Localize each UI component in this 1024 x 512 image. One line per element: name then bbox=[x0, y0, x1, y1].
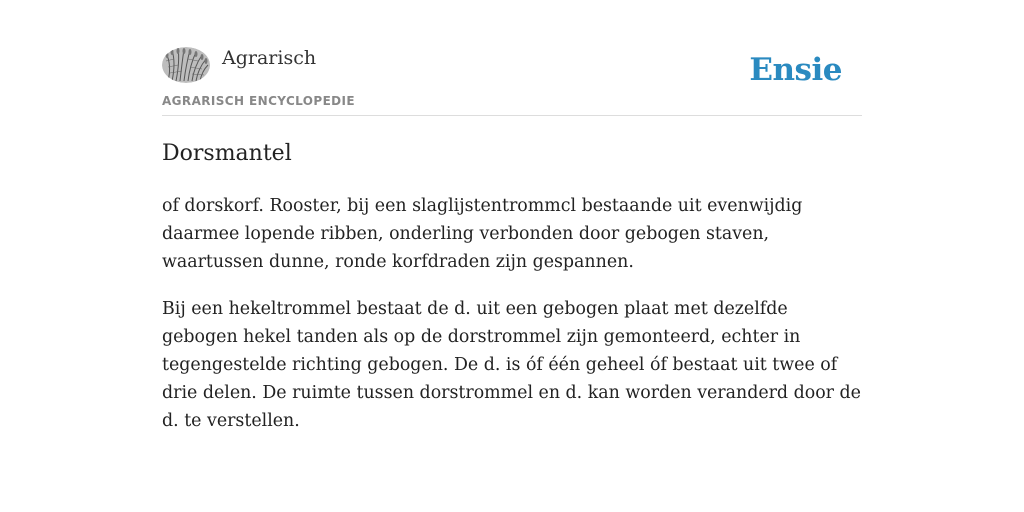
article-body bbox=[162, 192, 862, 454]
site-subtitle: AGRARISCH ENCYCLOPEDIE bbox=[162, 94, 355, 108]
content-container bbox=[162, 0, 862, 431]
article-paragraph: Bij een hekeltrommel bestaat de d. uit een gebogen plaat met dezelfde gebogen hekel tanden als op de dorstrommel zijn gemonteerd, echter in tegengestelde richting gebogen. De d. is óf één geheel óf bestaat uit twee of drie delen. De ruimte tussen dorstrommel en d. kan worden veranderd door de d. te verstellen. bbox=[162, 299, 861, 431]
page-title: Dorsmantel bbox=[162, 141, 292, 166]
site-header bbox=[162, 0, 862, 116]
ensie-brand-link[interactable]: Ensie bbox=[749, 52, 842, 88]
article-paragraph: of dorskorf. Rooster, bij een slaglijstentrommcl bestaande uit evenwijdig daarmee lopende ribben, onderling verbonden door gebogen staven, waartussen dunne, ronde korfdraden zijn gespannen. bbox=[162, 196, 803, 272]
wheat-logo-icon[interactable] bbox=[162, 47, 210, 83]
site-name-link[interactable]: Agrarisch bbox=[222, 47, 317, 69]
